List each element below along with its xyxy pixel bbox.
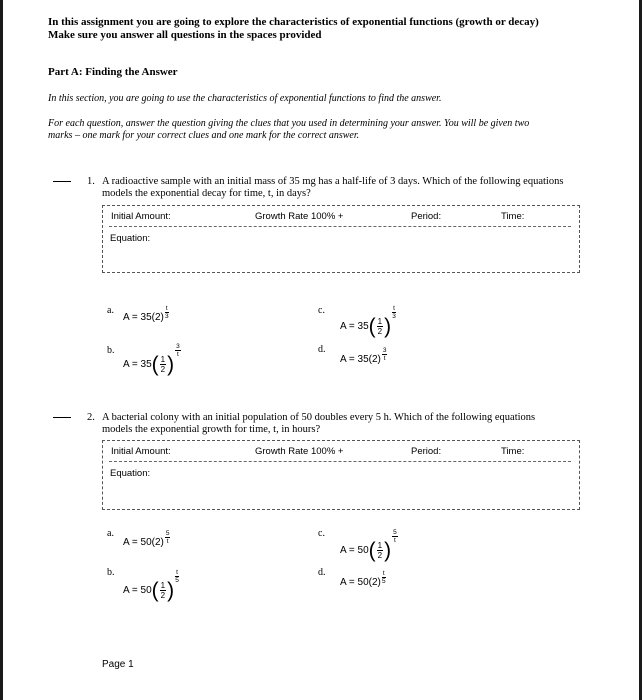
paren-open: ( — [368, 539, 376, 562]
paren-close: ) — [167, 579, 175, 602]
exponent-fraction — [392, 529, 398, 544]
period-label: Period: — [411, 211, 442, 222]
option-b-equation[interactable] — [123, 343, 182, 376]
equation-text: A = 50 — [123, 585, 152, 596]
exp-num: 3 — [382, 347, 387, 354]
equation-text: A = 50(2) — [123, 537, 164, 548]
question-text-line-1: A bacterial colony with an initial population of 50 doubles every 5 h. Which of the following equations — [102, 412, 536, 423]
exp-den: 3 — [164, 313, 169, 320]
base-fraction — [377, 541, 383, 560]
field-separator — [109, 226, 571, 227]
exp-num: t — [393, 305, 395, 312]
exp-den: t — [394, 537, 396, 544]
exp-num: 3 — [176, 343, 180, 350]
part-a-title: Part A: Finding the Answer — [48, 66, 178, 78]
equation-label: Equation: — [110, 233, 151, 244]
exponent-fraction — [392, 305, 396, 320]
exponent-fraction — [165, 305, 169, 320]
option-c-label: c. — [318, 305, 325, 316]
header-line-2: Make sure you answer all questions in the spaces provided — [48, 29, 322, 41]
equation-text: A = 50 — [340, 545, 369, 556]
page-number: Page 1 — [102, 659, 134, 670]
time-label: Time: — [501, 446, 525, 457]
exp-den: t — [166, 538, 169, 545]
question-number: 1. — [87, 176, 95, 187]
initial-amount-label: Initial Amount: — [111, 211, 171, 222]
exp-den: t — [177, 351, 179, 358]
option-a-label: a. — [107, 528, 114, 539]
option-d-equation[interactable] — [340, 347, 388, 365]
field-separator — [109, 461, 571, 462]
paren-close: ) — [384, 539, 392, 562]
exp-num: t — [176, 569, 178, 576]
base-fraction — [160, 355, 166, 374]
exponent-fraction — [175, 569, 179, 584]
growth-rate-label: Growth Rate 100% + — [255, 446, 344, 457]
paren-close: ) — [384, 315, 392, 338]
part-a-instructions-1: For each question, answer the question giving the clues that you used in determining your answer. You will be given two — [48, 118, 530, 129]
answer-box-q2[interactable] — [102, 440, 580, 510]
option-d-equation[interactable] — [340, 570, 387, 588]
option-b-equation[interactable] — [123, 569, 180, 602]
answer-blank-q1[interactable] — [53, 181, 71, 182]
exp-den: 3 — [392, 313, 396, 320]
exp-den: 5 — [381, 578, 386, 585]
paren-open: ( — [151, 353, 159, 376]
question-text-line-2: models the exponential decay for time, t, in days? — [102, 188, 311, 199]
base-num: 1 — [160, 581, 166, 590]
base-den: 2 — [160, 591, 166, 600]
time-label: Time: — [501, 211, 525, 222]
question-text-line-1: A radioactive sample with an initial mass of 35 mg has a half-life of 3 days. Which of the following equations — [102, 176, 564, 187]
paren-close: ) — [167, 353, 175, 376]
option-d-label: d. — [318, 344, 326, 355]
equation-label: Equation: — [110, 468, 151, 479]
option-a-label: a. — [107, 305, 114, 316]
option-b-label: b. — [107, 567, 115, 578]
option-a-equation[interactable] — [123, 305, 170, 323]
exponent-fraction — [382, 347, 388, 362]
exp-den: 5 — [175, 577, 179, 584]
base-fraction — [377, 317, 383, 336]
equation-text: A = 50(2) — [340, 577, 381, 588]
exp-num: 5 — [393, 529, 397, 536]
base-num: 1 — [377, 541, 383, 550]
question-number: 2. — [87, 412, 95, 423]
equation-text: A = 35 — [123, 359, 152, 370]
exp-num: t — [165, 305, 168, 312]
header-line-1: In this assignment you are going to explore the characteristics of exponential functions (growth or decay) — [48, 16, 539, 28]
part-a-instructions-2: marks – one mark for your correct clues and one mark for the correct answer. — [48, 130, 360, 141]
base-num: 1 — [160, 355, 166, 364]
base-den: 2 — [377, 551, 383, 560]
paren-open: ( — [151, 579, 159, 602]
base-fraction — [160, 581, 166, 600]
question-text-line-2: models the exponential growth for time, t, in hours? — [102, 424, 321, 435]
base-den: 2 — [160, 365, 166, 374]
exp-den: t — [383, 355, 386, 362]
answer-blank-q2[interactable] — [53, 417, 71, 418]
answer-box-q1[interactable] — [102, 205, 580, 273]
growth-rate-label: Growth Rate 100% + — [255, 211, 344, 222]
equation-text: A = 35(2) — [340, 354, 381, 365]
base-num: 1 — [377, 317, 383, 326]
initial-amount-label: Initial Amount: — [111, 446, 171, 457]
equation-text: A = 35(2) — [123, 312, 164, 323]
period-label: Period: — [411, 446, 442, 457]
option-b-label: b. — [107, 345, 115, 356]
exp-num: 5 — [165, 530, 170, 537]
exp-num: t — [382, 570, 385, 577]
paren-open: ( — [368, 315, 376, 338]
exponent-fraction — [175, 343, 181, 358]
exponent-fraction — [382, 570, 386, 585]
equation-text: A = 35 — [340, 321, 369, 332]
option-a-equation[interactable] — [123, 530, 171, 548]
option-c-equation[interactable] — [340, 305, 397, 338]
option-c-label: c. — [318, 528, 325, 539]
option-d-label: d. — [318, 567, 326, 578]
part-a-intro: In this section, you are going to use the characteristics of exponential functions to find the answer. — [48, 93, 442, 104]
exponent-fraction — [165, 530, 171, 545]
base-den: 2 — [377, 327, 383, 336]
option-c-equation[interactable] — [340, 529, 399, 562]
left-page-edge — [0, 0, 3, 700]
